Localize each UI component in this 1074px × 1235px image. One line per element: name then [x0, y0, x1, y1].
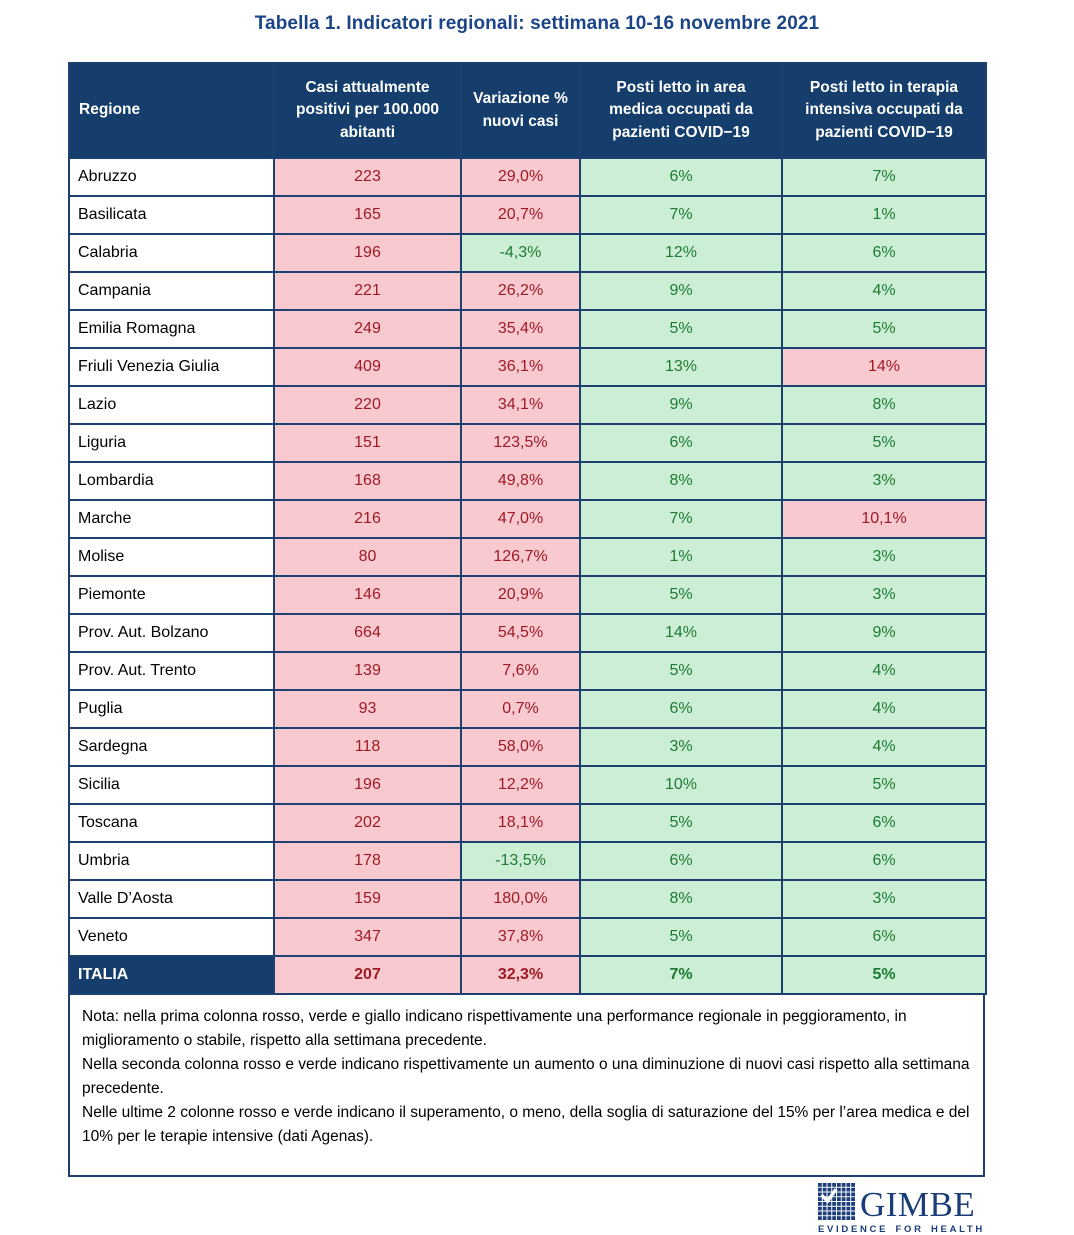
casi-per-100k-cell: 93	[274, 690, 461, 728]
checkmark-grid-icon	[818, 1183, 855, 1220]
variazione-nuovi-casi-cell: 126,7%	[461, 538, 580, 576]
casi-per-100k-cell: 202	[274, 804, 461, 842]
region-name-cell: Abruzzo	[69, 158, 274, 196]
table-row	[69, 652, 986, 690]
table-row	[69, 386, 986, 424]
table-row	[69, 538, 986, 576]
variazione-nuovi-casi-cell: 26,2%	[461, 272, 580, 310]
region-name-cell: Prov. Aut. Trento	[69, 652, 274, 690]
casi-per-100k-cell: 196	[274, 766, 461, 804]
casi-per-100k-cell: 196	[274, 234, 461, 272]
col-header-variazione-nuovi-casi: Variazione % nuovi casi	[461, 63, 580, 158]
col-header-terapia-intensiva: Posti letto in terapia intensiva occupati da pazienti COVID−19	[782, 63, 986, 158]
footer	[68, 1183, 985, 1235]
area-medica-cell: 12%	[580, 234, 782, 272]
region-name-cell: Valle D’Aosta	[69, 880, 274, 918]
area-medica-cell: 8%	[580, 462, 782, 500]
terapia-intensiva-cell: 3%	[782, 538, 986, 576]
table-row	[69, 500, 986, 538]
area-medica-cell: 13%	[580, 348, 782, 386]
table-title: Tabella 1. Indicatori regionali: settimana 10-16 novembre 2021	[254, 13, 820, 34]
casi-per-100k-cell: 409	[274, 348, 461, 386]
terapia-intensiva-cell: 1%	[782, 196, 986, 234]
casi-per-100k-cell: 151	[274, 424, 461, 462]
casi-per-100k-cell: 80	[274, 538, 461, 576]
table-row	[69, 918, 986, 956]
region-name-cell: Sardegna	[69, 728, 274, 766]
table-row	[69, 424, 986, 462]
terapia-intensiva-cell: 14%	[782, 348, 986, 386]
variazione-nuovi-casi-cell: 29,0%	[461, 158, 580, 196]
variazione-nuovi-casi-cell: 37,8%	[461, 918, 580, 956]
terapia-intensiva-cell: 4%	[782, 690, 986, 728]
variazione-nuovi-casi-cell: 36,1%	[461, 348, 580, 386]
table-row	[69, 728, 986, 766]
terapia-intensiva-cell: 6%	[782, 804, 986, 842]
terapia-intensiva-cell: 5%	[782, 766, 986, 804]
terapia-intensiva-cell: 8%	[782, 386, 986, 424]
casi-per-100k-cell: 664	[274, 614, 461, 652]
region-name-cell: Lombardia	[69, 462, 274, 500]
note-line: Nella seconda colonna rosso e verde indicano rispettivamente un aumento o una diminuzione di nuovi casi rispetto alla settimana precedente.	[82, 1056, 970, 1098]
variazione-nuovi-casi-cell: 32,3%	[461, 956, 580, 994]
casi-per-100k-cell: 168	[274, 462, 461, 500]
gimbe-logo-top	[818, 1183, 976, 1225]
terapia-intensiva-cell: 3%	[782, 576, 986, 614]
terapia-intensiva-cell: 9%	[782, 614, 986, 652]
region-name-cell: Liguria	[69, 424, 274, 462]
terapia-intensiva-cell: 10,1%	[782, 500, 986, 538]
terapia-intensiva-cell: 6%	[782, 918, 986, 956]
region-name-cell: Piemonte	[69, 576, 274, 614]
area-medica-cell: 8%	[580, 880, 782, 918]
table-row	[69, 310, 986, 348]
casi-per-100k-cell: 220	[274, 386, 461, 424]
region-name-cell: Calabria	[69, 234, 274, 272]
table-row	[69, 842, 986, 880]
casi-per-100k-cell: 139	[274, 652, 461, 690]
region-name-cell: Umbria	[69, 842, 274, 880]
variazione-nuovi-casi-cell: 58,0%	[461, 728, 580, 766]
variazione-nuovi-casi-cell: 7,6%	[461, 652, 580, 690]
gimbe-logo-tagline: EVIDENCE FOR HEALTH	[817, 1224, 985, 1235]
terapia-intensiva-cell: 6%	[782, 842, 986, 880]
terapia-intensiva-cell: 5%	[782, 424, 986, 462]
casi-per-100k-cell: 347	[274, 918, 461, 956]
terapia-intensiva-cell: 3%	[782, 462, 986, 500]
table-row	[69, 462, 986, 500]
area-medica-cell: 5%	[580, 652, 782, 690]
col-header-area-medica: Posti letto in area medica occupati da pazienti COVID−19	[580, 63, 782, 158]
terapia-intensiva-cell: 3%	[782, 880, 986, 918]
area-medica-cell: 6%	[580, 842, 782, 880]
area-medica-cell: 5%	[580, 804, 782, 842]
area-medica-cell: 6%	[580, 424, 782, 462]
table-row	[69, 880, 986, 918]
casi-per-100k-cell: 146	[274, 576, 461, 614]
table-row	[69, 804, 986, 842]
gimbe-logo-wordmark: GIMBE	[859, 1185, 976, 1225]
variazione-nuovi-casi-cell: 35,4%	[461, 310, 580, 348]
variazione-nuovi-casi-cell: 0,7%	[461, 690, 580, 728]
table-row	[69, 766, 986, 804]
terapia-intensiva-cell: 7%	[782, 158, 986, 196]
region-name-cell: Basilicata	[69, 196, 274, 234]
casi-per-100k-cell: 178	[274, 842, 461, 880]
region-name-cell: Marche	[69, 500, 274, 538]
note-box	[68, 993, 985, 1177]
casi-per-100k-cell: 118	[274, 728, 461, 766]
casi-per-100k-cell: 223	[274, 158, 461, 196]
region-name-cell: Emilia Romagna	[69, 310, 274, 348]
variazione-nuovi-casi-cell: 49,8%	[461, 462, 580, 500]
area-medica-cell: 7%	[580, 500, 782, 538]
variazione-nuovi-casi-cell: 12,2%	[461, 766, 580, 804]
variazione-nuovi-casi-cell: 20,9%	[461, 576, 580, 614]
area-medica-cell: 10%	[580, 766, 782, 804]
area-medica-cell: 14%	[580, 614, 782, 652]
col-header-regione: Regione	[69, 63, 274, 158]
area-medica-cell: 1%	[580, 538, 782, 576]
region-name-cell: Lazio	[69, 386, 274, 424]
area-medica-cell: 7%	[580, 956, 782, 994]
note-line: Nelle ultime 2 colonne rosso e verde indicano il superamento, o meno, della soglia di saturazione del 15% per l’area medica e del 10% per le terapie intensive (dati Agenas).	[82, 1104, 970, 1146]
casi-per-100k-cell: 216	[274, 500, 461, 538]
variazione-nuovi-casi-cell: 20,7%	[461, 196, 580, 234]
table-row	[69, 158, 986, 196]
casi-per-100k-cell: 165	[274, 196, 461, 234]
table-row	[69, 690, 986, 728]
region-name-cell: Veneto	[69, 918, 274, 956]
variazione-nuovi-casi-cell: 18,1%	[461, 804, 580, 842]
table-row	[69, 234, 986, 272]
col-header-casi-per-100k: Casi attualmente positivi per 100.000 abitanti	[274, 63, 461, 158]
region-name-cell: Toscana	[69, 804, 274, 842]
table-row	[69, 196, 986, 234]
area-medica-cell: 5%	[580, 576, 782, 614]
region-name-cell: Molise	[69, 538, 274, 576]
terapia-intensiva-cell: 6%	[782, 234, 986, 272]
variazione-nuovi-casi-cell: 123,5%	[461, 424, 580, 462]
region-name-cell: Friuli Venezia Giulia	[69, 348, 274, 386]
note-line: Nota: nella prima colonna rosso, verde e giallo indicano rispettivamente una performance regionale in peggioramento, in miglioramento o stabile, rispetto alla settimana precedente.	[82, 1008, 907, 1050]
region-name-cell: ITALIA	[69, 956, 274, 994]
terapia-intensiva-cell: 4%	[782, 728, 986, 766]
table-row	[69, 614, 986, 652]
terapia-intensiva-cell: 5%	[782, 956, 986, 994]
variazione-nuovi-casi-cell: -4,3%	[461, 234, 580, 272]
variazione-nuovi-casi-cell: 47,0%	[461, 500, 580, 538]
header-row	[69, 63, 986, 158]
region-name-cell: Puglia	[69, 690, 274, 728]
area-medica-cell: 9%	[580, 386, 782, 424]
variazione-nuovi-casi-cell: 54,5%	[461, 614, 580, 652]
terapia-intensiva-cell: 4%	[782, 272, 986, 310]
terapia-intensiva-cell: 5%	[782, 310, 986, 348]
casi-per-100k-cell: 249	[274, 310, 461, 348]
region-name-cell: Prov. Aut. Bolzano	[69, 614, 274, 652]
variazione-nuovi-casi-cell: 180,0%	[461, 880, 580, 918]
area-medica-cell: 6%	[580, 158, 782, 196]
casi-per-100k-cell: 221	[274, 272, 461, 310]
area-medica-cell: 5%	[580, 918, 782, 956]
gimbe-logo	[818, 1183, 985, 1235]
casi-per-100k-cell: 207	[274, 956, 461, 994]
table-row	[69, 348, 986, 386]
variazione-nuovi-casi-cell: 34,1%	[461, 386, 580, 424]
table-row-italia	[69, 956, 986, 994]
variazione-nuovi-casi-cell: -13,5%	[461, 842, 580, 880]
table-row	[69, 576, 986, 614]
casi-per-100k-cell: 159	[274, 880, 461, 918]
area-medica-cell: 7%	[580, 196, 782, 234]
area-medica-cell: 6%	[580, 690, 782, 728]
region-name-cell: Campania	[69, 272, 274, 310]
area-medica-cell: 3%	[580, 728, 782, 766]
terapia-intensiva-cell: 4%	[782, 652, 986, 690]
area-medica-cell: 9%	[580, 272, 782, 310]
table-row	[69, 272, 986, 310]
region-name-cell: Sicilia	[69, 766, 274, 804]
regional-indicators-table	[68, 62, 987, 995]
area-medica-cell: 5%	[580, 310, 782, 348]
